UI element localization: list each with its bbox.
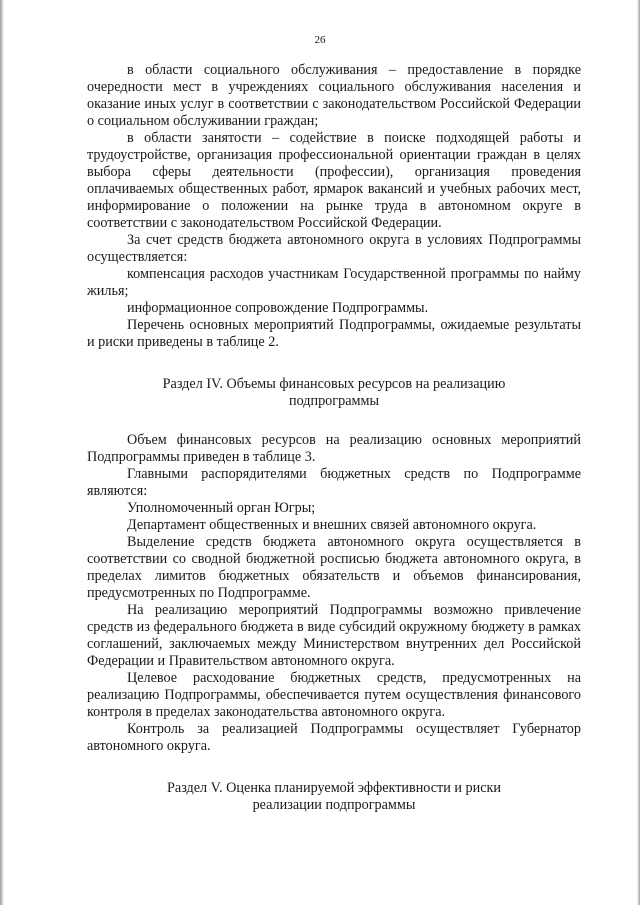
scan-edge-left: [0, 0, 4, 905]
paragraph-activities-list: Перечень основных мероприятий Подпрограммы, ожидаемые результаты и риски приведены в таблице 2.: [87, 317, 581, 350]
paragraph-information-support: информационное сопровождение Подпрограммы.: [127, 300, 429, 316]
page-number: 26: [314, 34, 326, 46]
paragraph-targeted-spending: Целевое расходование бюджетных средств, предусмотренных на реализацию Подпрограммы, обеспечивается путем осуществления финансового контроля в пределах законодательства автономного округа.: [87, 670, 581, 720]
paragraph-allocation: Выделение средств бюджета автономного округа осуществляется в соответствии со сводной бюджетной росписью бюджета автономного округа, в пределах лимитов бюджетных обязательств и объемов финансирования, предусмотренных по Подпрограмме.: [87, 534, 581, 601]
paragraph-budget-funding: За счет средств бюджета автономного округа в условиях Подпрограммы осуществляется:: [87, 232, 581, 265]
paragraph-social-services: в области социального обслуживания – предоставление в порядке очередности мест в учреждениях социального обслуживания населения и оказание иных услуг в соответствии с законодательством Российской Федерации о социальном обслуживании граждан;: [87, 62, 581, 129]
paragraph-authorized-body: Уполномоченный орган Югры;: [127, 500, 316, 516]
paragraph-housing-compensation: компенсация расходов участникам Государственной программы по найму жилья;: [87, 266, 581, 299]
paragraph-control: Контроль за реализацией Подпрограммы осуществляет Губернатор автономного округа.: [87, 721, 581, 754]
section-5-heading-line1: Раздел V. Оценка планируемой эффективности и риски: [167, 780, 501, 796]
paragraph-department: Департамент общественных и внешних связей автономного округа.: [127, 517, 537, 533]
paragraph-federal-funds: На реализацию мероприятий Подпрограммы возможно привлечение средств из федерального бюджета в виде субсидий окружному бюджету в рамках соглашений, заключаемых между Министерством внутренних дел Российской Федерации и Правительством автономного округа.: [87, 602, 581, 669]
paragraph-main-managers: Главными распорядителями бюджетных средств по Подпрограмме являются:: [87, 466, 581, 499]
paragraph-employment: в области занятости – содействие в поиске подходящей работы и трудоустройстве, организация профессиональной ориентации граждан в целях выбора сферы деятельности (профессии), организация проведения оплачиваемых общественных работ, ярмарок вакансий и учебных рабочих мест, информирование о положении на рынке труда в автономном округе в соответствии с законодательством Российской Федерации.: [87, 130, 581, 231]
paragraph-financial-volume: Объем финансовых ресурсов на реализацию основных мероприятий Подпрограммы приведен в таблице 3.: [87, 432, 581, 465]
section-5-heading-line2: реализации подпрограммы: [252, 797, 416, 813]
section-4-heading-line2: подпрограммы: [289, 393, 379, 409]
section-4-heading-line1: Раздел IV. Объемы финансовых ресурсов на реализацию: [162, 376, 506, 392]
document-body: [87, 62, 581, 814]
